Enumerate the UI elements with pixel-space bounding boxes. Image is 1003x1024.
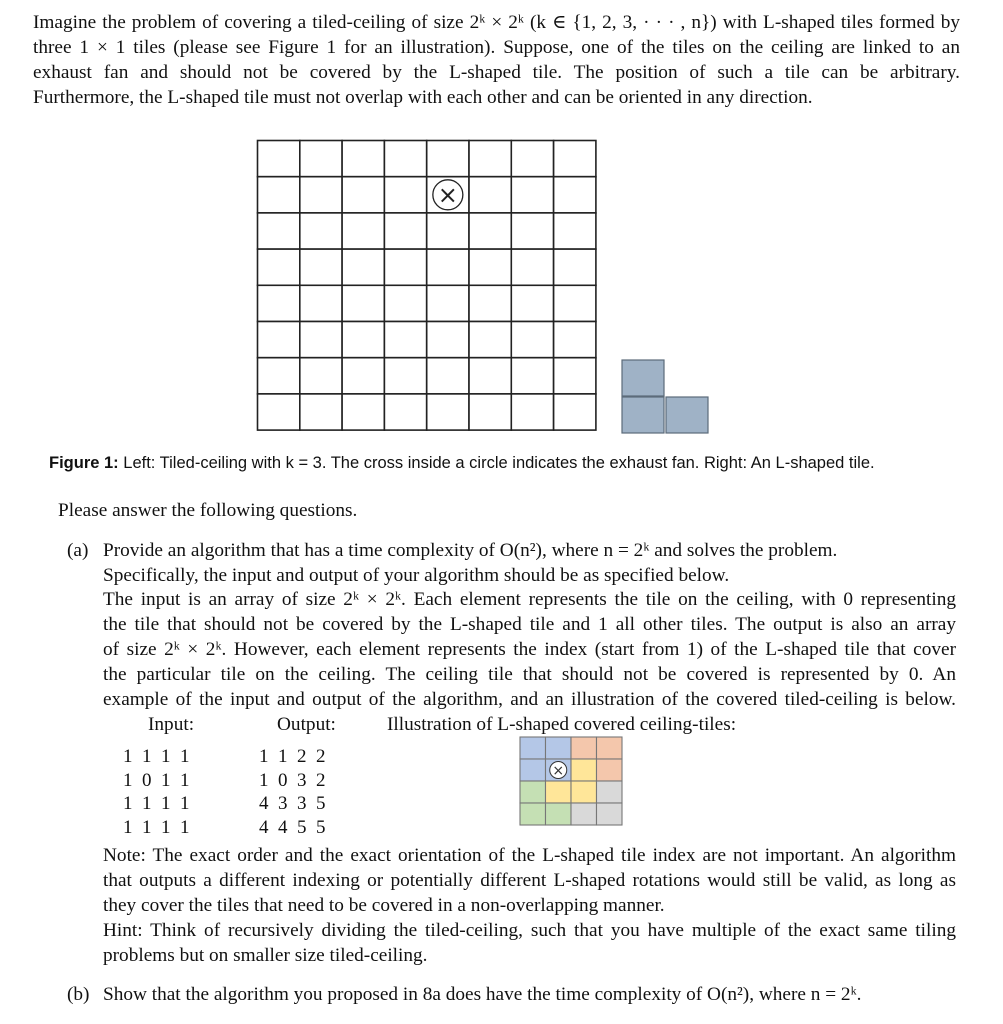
grid-cell xyxy=(342,177,384,213)
matrix-cell: 1 xyxy=(123,746,133,767)
matrix-cell: 1 xyxy=(123,816,133,838)
figure-caption xyxy=(49,452,875,474)
matrix-cell: 3 xyxy=(297,769,307,791)
covered-tile xyxy=(597,759,623,781)
grid-cell xyxy=(342,358,384,394)
part-b-label: (b) xyxy=(67,984,90,1005)
covered-ceiling-illustration xyxy=(519,736,625,828)
grid-cell xyxy=(511,141,553,177)
output-label: Output: xyxy=(277,714,336,735)
part-a-line: Specifically, the input and output of your algorithm should be as specified below. xyxy=(103,565,730,586)
grid-cell xyxy=(469,177,511,213)
grid-cell xyxy=(469,285,511,321)
matrix-cell: 1 xyxy=(142,746,152,767)
grid-cell xyxy=(554,322,596,358)
part-b-text: Show that the algorithm you proposed in 8a does have the time complexity of O(n²), where n = 2ᵏ. xyxy=(103,984,862,1005)
grid-cell xyxy=(384,177,426,213)
grid-cell xyxy=(258,213,300,249)
matrix-cell: 4 xyxy=(278,816,288,838)
grid-cell xyxy=(427,285,469,321)
grid-cell xyxy=(258,249,300,285)
caption-text: Left: Tiled-ceiling with k = 3. The cross inside a circle indicates the exhaust fan. Right: An L-shaped tile. xyxy=(123,454,875,472)
grid-cell xyxy=(469,394,511,430)
covered-tile xyxy=(520,781,546,803)
ceiling-grid xyxy=(256,139,598,433)
matrix-cell: 1 xyxy=(161,793,171,814)
grid-cell xyxy=(342,213,384,249)
covered-tile xyxy=(571,803,597,825)
output-matrix xyxy=(259,745,335,839)
grid-cell xyxy=(342,285,384,321)
grid-cell xyxy=(258,358,300,394)
covered-tile xyxy=(597,781,623,803)
fan-cross-mark: × xyxy=(437,180,458,209)
part-a-line: the tile that should not be covered by the L-shaped tile and 1 all other tiles. The output is also an array xyxy=(103,614,956,635)
matrix-cell: 1 xyxy=(180,746,190,767)
matrix-cell: 1 xyxy=(123,769,133,791)
matrix-cell: 0 xyxy=(142,769,152,791)
covered-tile xyxy=(571,781,597,803)
covered-tile xyxy=(546,737,572,759)
grid-cell xyxy=(511,213,553,249)
matrix-cell: 3 xyxy=(297,793,307,814)
questions-prompt: Please answer the following questions. xyxy=(58,500,358,521)
matrix-cell: 4 xyxy=(259,816,269,838)
grid-cell xyxy=(554,358,596,394)
grid-cell xyxy=(469,358,511,394)
covered-tile xyxy=(571,737,597,759)
grid-cell xyxy=(384,285,426,321)
grid-cell xyxy=(300,394,342,430)
part-a-line: The input is an array of size 2ᵏ × 2ᵏ. Each element represents the tile on the ceiling, with 0 representing xyxy=(103,589,956,610)
l-tile-square xyxy=(666,397,708,433)
input-label: Input: xyxy=(148,714,195,735)
covered-tile xyxy=(520,737,546,759)
grid-cell xyxy=(300,249,342,285)
l-shaped-tile xyxy=(621,359,709,435)
input-matrix xyxy=(123,745,199,839)
grid-cell xyxy=(300,322,342,358)
covered-tile xyxy=(571,759,597,781)
grid-cell xyxy=(300,358,342,394)
grid-cell xyxy=(427,322,469,358)
caption-label: Figure 1: xyxy=(49,454,119,472)
l-tile-square xyxy=(622,397,664,433)
grid-cell xyxy=(258,394,300,430)
grid-cell xyxy=(554,141,596,177)
grid-cell xyxy=(427,213,469,249)
fan-cross-mark: × xyxy=(552,763,565,779)
grid-cell xyxy=(300,141,342,177)
matrix-cell: 1 xyxy=(180,793,190,814)
matrix-cell: 5 xyxy=(297,816,307,838)
grid-cell xyxy=(427,358,469,394)
matrix-cell: 3 xyxy=(278,793,288,814)
part-a-line: of size 2ᵏ × 2ᵏ. However, each element represents the index (start from 1) of the L-shaped tile that cover xyxy=(103,639,956,660)
part-a-line: example of the input and output of the algorithm, and an illustration of the covered tiled-ceiling is below. xyxy=(103,689,956,710)
illustration-label: Illustration of L-shaped covered ceiling-tiles: xyxy=(387,714,737,735)
note-line: they cover the tiles that need to be covered in a non-overlapping manner. xyxy=(103,895,665,916)
grid-cell xyxy=(554,285,596,321)
grid-cell xyxy=(258,177,300,213)
matrix-cell: 1 xyxy=(180,816,190,838)
grid-cell xyxy=(384,322,426,358)
matrix-cell: 5 xyxy=(316,793,326,814)
matrix-cell: 2 xyxy=(297,746,307,767)
grid-cell xyxy=(258,285,300,321)
grid-cell xyxy=(384,394,426,430)
covered-tile xyxy=(520,803,546,825)
covered-tile xyxy=(546,803,572,825)
hint-line: problems but on smaller size tiled-ceiling. xyxy=(103,945,428,966)
matrix-cell: 0 xyxy=(278,769,288,791)
grid-cell xyxy=(384,358,426,394)
grid-cell xyxy=(469,322,511,358)
matrix-cell: 2 xyxy=(316,769,326,791)
matrix-cell: 1 xyxy=(161,816,171,838)
matrix-cell: 2 xyxy=(316,746,326,767)
grid-cell xyxy=(511,358,553,394)
grid-cell xyxy=(427,141,469,177)
grid-cell xyxy=(342,394,384,430)
grid-cell xyxy=(258,322,300,358)
l-tile-square xyxy=(622,360,664,396)
matrix-cell: 1 xyxy=(161,746,171,767)
grid-cell xyxy=(300,177,342,213)
grid-cell xyxy=(300,285,342,321)
hint-line: Hint: Think of recursively dividing the tiled-ceiling, such that you have multiple of the exact same tiling xyxy=(103,920,956,941)
intro-line: three 1 × 1 tiles (please see Figure 1 for an illustration). Suppose, one of the tiles on the ceiling are linked to an xyxy=(33,37,960,58)
grid-cell xyxy=(554,213,596,249)
matrix-cell: 1 xyxy=(259,769,269,791)
note-line: that outputs a different indexing or potentially different L-shaped rotations would still be valid, as long as xyxy=(103,870,956,891)
grid-cell xyxy=(427,394,469,430)
covered-tile xyxy=(597,737,623,759)
grid-cell xyxy=(427,249,469,285)
matrix-cell: 1 xyxy=(180,769,190,791)
grid-cell xyxy=(469,249,511,285)
grid-cell xyxy=(342,141,384,177)
intro-line: Imagine the problem of covering a tiled-ceiling of size 2ᵏ × 2ᵏ (k ∈ {1, 2, 3, · · · , n}) with L-shaped tiles formed by xyxy=(33,12,960,33)
grid-cell xyxy=(469,213,511,249)
matrix-cell: 4 xyxy=(259,793,269,814)
grid-cell xyxy=(511,394,553,430)
covered-tile xyxy=(520,759,546,781)
matrix-cell: 1 xyxy=(278,746,288,767)
intro-line: Furthermore, the L-shaped tile must not overlap with each other and can be oriented in any direction. xyxy=(33,87,813,108)
part-a-line: Provide an algorithm that has a time complexity of O(n²), where n = 2ᵏ and solves the problem. xyxy=(103,540,838,561)
part-a-label: (a) xyxy=(67,540,89,561)
grid-cell xyxy=(554,177,596,213)
grid-cell xyxy=(554,394,596,430)
covered-tile xyxy=(597,803,623,825)
grid-cell xyxy=(342,249,384,285)
matrix-cell: 1 xyxy=(123,793,133,814)
grid-cell xyxy=(300,213,342,249)
grid-cell xyxy=(342,322,384,358)
matrix-cell: 1 xyxy=(161,769,171,791)
matrix-cell: 5 xyxy=(316,816,326,838)
note-line: Note: The exact order and the exact orientation of the L-shaped tile index are not important. An algorithm xyxy=(103,845,956,866)
intro-paragraph xyxy=(33,10,960,110)
matrix-cell: 1 xyxy=(142,793,152,814)
grid-cell xyxy=(511,249,553,285)
grid-cell xyxy=(258,141,300,177)
grid-cell xyxy=(511,177,553,213)
covered-tile xyxy=(546,781,572,803)
intro-line: exhaust fan and should not be covered by the L-shaped tile. The position of such a tile can be arbitrary. xyxy=(33,62,960,83)
grid-cell xyxy=(511,322,553,358)
matrix-cell: 1 xyxy=(259,746,269,767)
grid-cell xyxy=(469,141,511,177)
grid-cell xyxy=(384,249,426,285)
grid-cell xyxy=(554,249,596,285)
part-a-line: the particular tile on the ceiling. The ceiling tile that should not be covered is represented by 0. An xyxy=(103,664,956,685)
grid-cell xyxy=(384,141,426,177)
grid-cell xyxy=(384,213,426,249)
matrix-cell: 1 xyxy=(142,816,152,838)
grid-cell xyxy=(511,285,553,321)
